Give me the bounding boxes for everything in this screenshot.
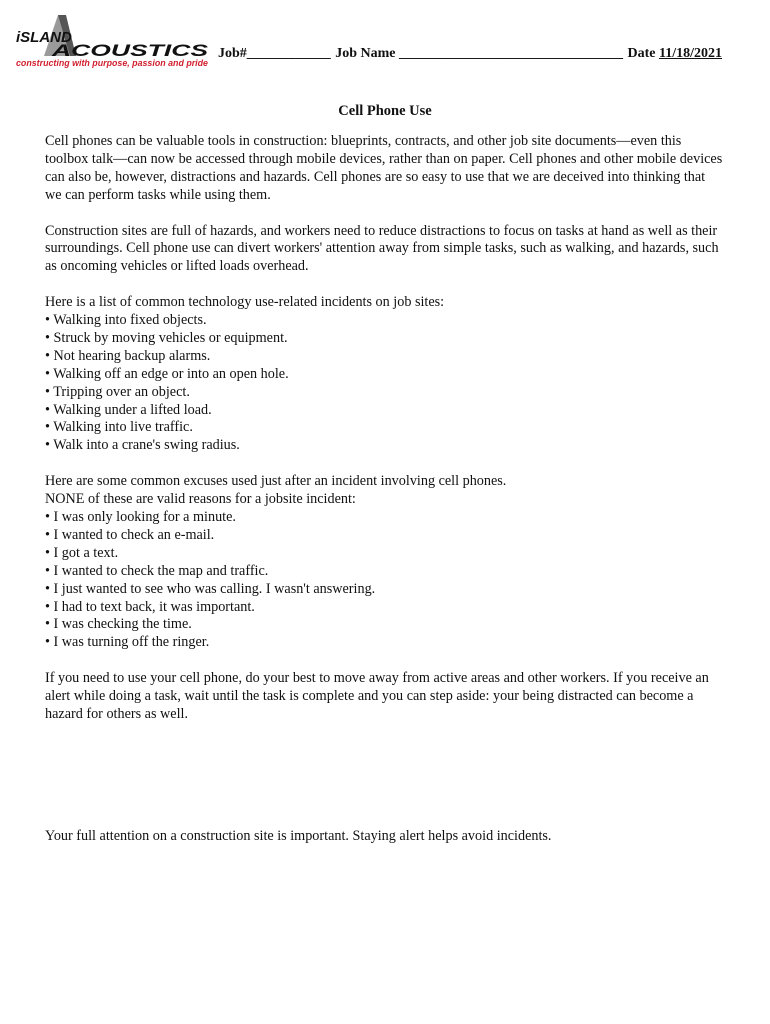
logo-tagline: constructing with purpose, passion and pride: [16, 58, 208, 68]
list-item: • Walk into a crane's swing radius.: [45, 437, 240, 454]
list-item: • Walking into fixed objects.: [45, 312, 207, 329]
date-field: [627, 46, 722, 62]
list-item: • I wanted to check an e-mail.: [45, 526, 215, 543]
list-item: • I was turning off the ringer.: [45, 634, 210, 651]
document-title: Cell Phone Use: [338, 103, 432, 119]
intro-paragraph: Cell phones can be valuable tools in construction: blueprints, contracts, and other job site documents—even this toolbox talk—can now be accessed through mobile devices, rather than on paper. Cell phones and other mobile devices can also be, however, distractions and hazards. Cell phones are so easy to use that we are deceived into thinking that we can perform tasks while using them.: [45, 133, 723, 203]
list-item: • Walking under a lifted load.: [45, 401, 212, 418]
header-fields: [218, 46, 722, 62]
excuses-list: [45, 509, 725, 652]
job-name-field[interactable]: Job Name ________________________________: [335, 46, 624, 61]
list-item: • I got a text.: [45, 544, 119, 561]
incidents-list: [45, 312, 725, 455]
advice-paragraph: If you need to use your cell phone, do your best to move away from active areas and other workers. If you receive an alert while doing a task, wait until the task is complete and you can step aside: your being distracted can become a hazard for others as well.: [45, 670, 709, 722]
incidents-intro: Here is a list of common technology use-related incidents on job sites:: [45, 294, 445, 311]
list-item: • I was checking the time.: [45, 616, 192, 633]
logo-word-acoustics: ACOUSTICS: [50, 41, 210, 60]
list-item: • Walking into live traffic.: [45, 419, 193, 436]
job-number-field[interactable]: Job#____________: [218, 46, 331, 61]
date-value[interactable]: 11/18/2021: [658, 46, 722, 61]
list-item: • Tripping over an object.: [45, 383, 190, 400]
excuses-intro-line-2: NONE of these are valid reasons for a jobsite incident:: [45, 491, 356, 508]
list-item: • I wanted to check the map and traffic.: [45, 562, 269, 579]
excuses-intro-line-1: Here are some common excuses used just after an incident involving cell phones.: [45, 473, 507, 490]
document-body: [45, 133, 725, 742]
list-item: • I just wanted to see who was calling. I wasn't answering.: [45, 580, 376, 597]
logo-word-island: iSLAND: [16, 29, 72, 46]
closing-statement: Your full attention on a construction site is important. Staying alert helps avoid incidents.: [45, 828, 552, 844]
hazards-paragraph: Construction sites are full of hazards, and workers need to reduce distractions to focus on tasks at hand as well as their surroundings. Cell phone use can divert workers' attention away from simple tasks, such as walking, and hazards, such as oncoming vehicles or lifted loads overhead.: [45, 222, 719, 275]
island-acoustics-logo: [14, 12, 214, 70]
list-item: • Walking off an edge or into an open hole.: [45, 365, 289, 382]
list-item: • Not hearing backup alarms.: [45, 347, 211, 364]
list-item: • Struck by moving vehicles or equipment.: [45, 329, 288, 346]
list-item: • I was only looking for a minute.: [45, 508, 236, 525]
date-label: Date: [627, 46, 656, 61]
list-item: • I had to text back, it was important.: [45, 598, 255, 615]
